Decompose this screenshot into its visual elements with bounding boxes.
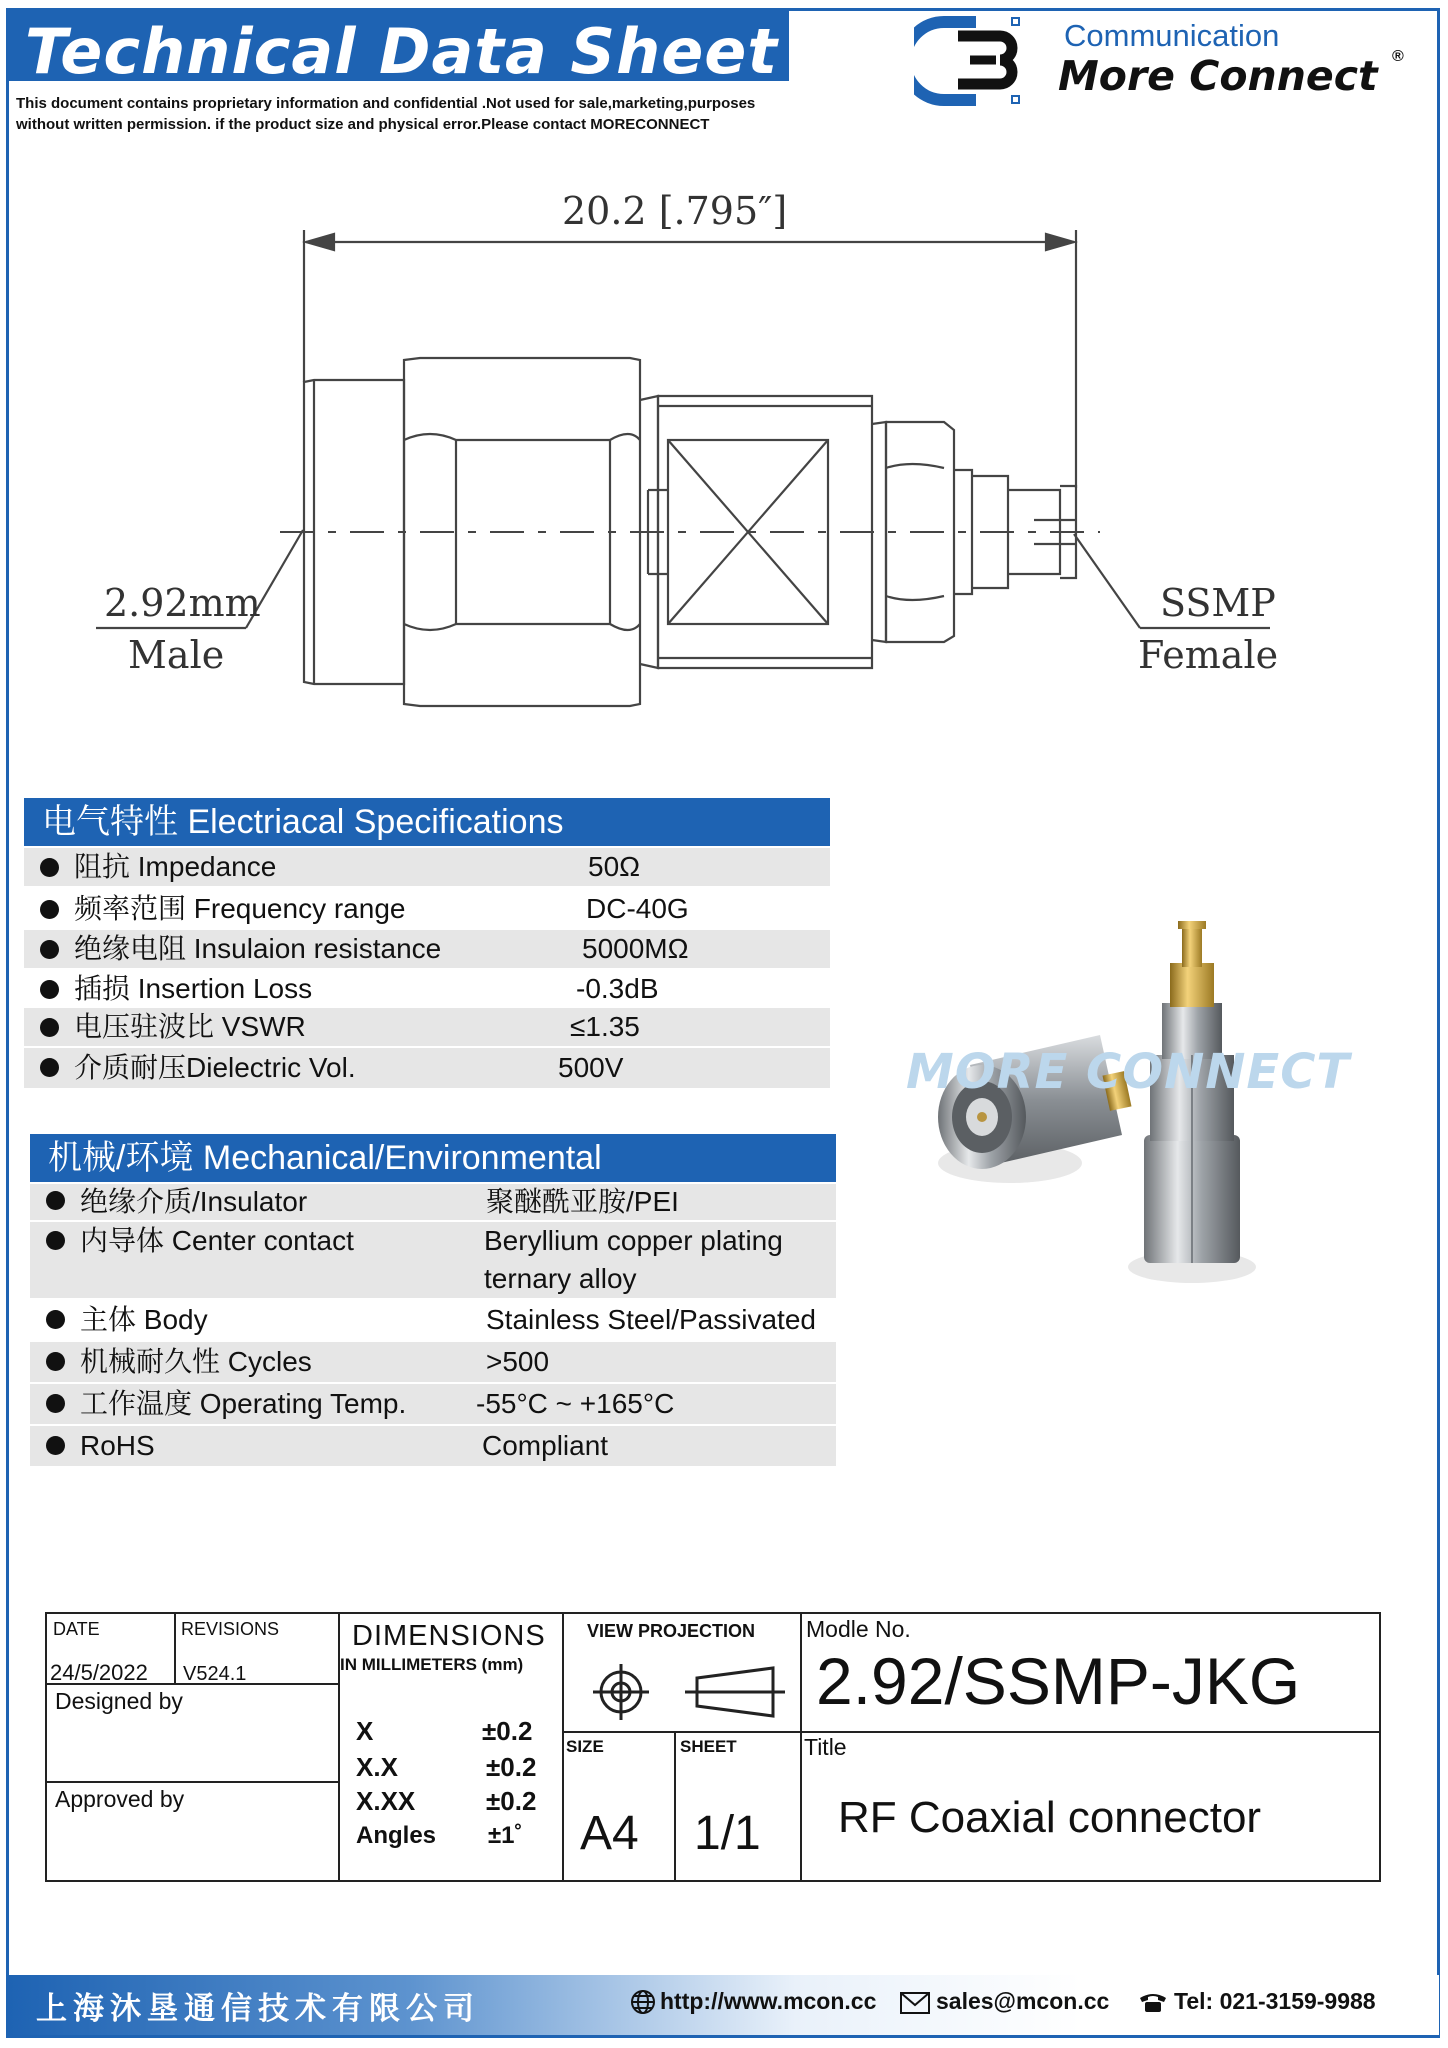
disclaimer-line-1: This document contains proprietary information and confidential .Not used for sale,marketing,purposes [16,95,756,112]
spec-label: 频率范围 Frequency range [74,893,406,924]
spec-label: 电压驻波比 VSWR [74,1011,306,1042]
photo-watermark: MORE CONNECT [906,1044,1351,1100]
bullet-icon [46,1394,65,1413]
left-port-gender-label: Male [128,633,225,677]
spec-row-insertion-loss [24,970,830,1008]
spec-row-frequency [24,890,830,928]
date-value: 24/5/2022 [50,1660,148,1685]
title-field-value: RF Coaxial connector [838,1793,1262,1842]
tolerance-value-xx: ±0.2 [486,1752,537,1782]
spec-value: Beryllium copper plating [484,1225,783,1256]
spec-label: 插损 Insertion Loss [74,973,313,1004]
date-label: DATE [53,1619,100,1639]
size-label: SIZE [566,1737,604,1756]
tolerance-label-xxx: X.XX [356,1786,416,1816]
telephone-icon [1138,1990,1168,2014]
designed-by-label: Designed by [55,1688,183,1714]
right-port-gender-label: Female [1138,633,1279,677]
bullet-icon [46,1352,65,1371]
approved-by-label: Approved by [55,1786,185,1812]
spec-row-body [30,1300,836,1340]
spec-value: 500V [558,1052,624,1083]
left-port-size-label: 2.92mm [104,581,261,625]
spec-label: 绝缘介质/Insulator [80,1186,308,1217]
units-label: IN MILLIMETERS (mm) [340,1655,524,1674]
spec-value: -0.3dB [576,973,659,1004]
mechanical-specs-table [30,1134,836,1470]
view-projection-label: VIEW PROJECTION [587,1621,756,1641]
spec-value: DC-40G [586,893,689,924]
electrical-specs-table [24,798,830,1090]
spec-value: 5000MΩ [582,933,689,964]
spec-row-center-contact [30,1222,836,1298]
title-field-label: Title [804,1734,847,1760]
footer-website-link[interactable]: http://www.mcon.cc [660,1988,877,2014]
spec-value: >500 [486,1346,550,1377]
bullet-icon [40,980,59,999]
spec-label: 阻抗 Impedance [74,851,277,882]
revision-value: V524.1 [183,1663,247,1685]
spec-row-insulator [30,1184,836,1220]
globe-icon [630,1989,656,2015]
spec-row-rohs [30,1426,836,1466]
overall-length-label: 20.2 [.795″] [562,189,788,233]
sheet-value: 1/1 [694,1807,761,1860]
mechanical-specs-header: 机械/环境 Mechanical/Environmental [30,1134,836,1182]
spec-label: 机械耐久性 Cycles [80,1346,312,1377]
bullet-icon [40,900,59,919]
bullet-icon [40,1058,59,1077]
spec-value: -55°C ~ +165°C [476,1388,675,1419]
spec-value: Stainless Steel/Passivated [486,1304,816,1335]
spec-label: RoHS [80,1430,155,1461]
spec-value: 50Ω [588,851,641,882]
electrical-specs-header: 电气特性 Electriacal Specifications [24,798,830,846]
spec-row-vswr [24,1008,830,1046]
envelope-icon [900,1992,930,2014]
spec-row-dielectric [24,1048,830,1088]
tolerance-value-angles: ±1˚ [488,1822,523,1849]
spec-value-line-2: ternary alloy [484,1263,637,1294]
spec-value: 聚醚酰亚胺/PEI [486,1186,679,1217]
logo-brand: More Connect [1058,52,1378,100]
spec-label: 主体 Body [80,1304,208,1335]
projection-symbol-icon [593,1664,785,1720]
bullet-icon [40,940,59,959]
spec-label: 介质耐压Dielectric Vol. [74,1052,356,1083]
right-port-type-label: SSMP [1160,581,1276,625]
spec-label: 工作温度 Operating Temp. [80,1388,407,1419]
disclaimer-line-2: without written permission. if the product size and physical error.Please contact MORECONNECT [16,116,710,133]
sheet-label: SHEET [680,1737,737,1756]
registered-mark: ® [1392,48,1404,65]
page-title: Technical Data Sheet [25,15,778,88]
model-number: 2.92/SSMP-JKG [816,1644,1301,1718]
footer-company-name: 上海沐垦通信技术有限公司 [36,1991,480,2027]
logo-tagline: Communication [1064,18,1280,53]
bullet-icon [40,1018,59,1037]
footer-email-link[interactable]: sales@mcon.cc [936,1988,1110,2014]
spec-row-impedance [24,848,830,886]
product-photo [900,905,1320,1325]
bullet-icon [46,1231,65,1250]
spec-row-cycles [30,1342,836,1382]
model-label: Modle No. [806,1616,911,1642]
spec-value: ≤1.35 [570,1011,640,1042]
spec-value: Compliant [482,1430,609,1461]
revisions-label: REVISIONS [181,1619,280,1639]
bullet-icon [46,1436,65,1455]
spec-label: 内导体 Center contact [80,1225,354,1256]
tolerance-label-x: X [356,1716,374,1746]
bullet-icon [40,858,59,877]
size-value: A4 [580,1807,639,1860]
footer-telephone: Tel: 021-3159-9988 [1174,1988,1376,2014]
bullet-icon [46,1310,65,1329]
tolerance-label-xx: X.X [356,1752,398,1782]
spec-row-operating-temp [30,1384,836,1424]
tolerance-label-angles: Angles [356,1822,437,1849]
spec-row-insulation [24,930,830,968]
bullet-icon [46,1191,65,1210]
tolerance-value-xxx: ±0.2 [486,1786,537,1816]
dimensions-label: DIMENSIONS [352,1620,546,1652]
tolerance-value-x: ±0.2 [482,1716,533,1746]
spec-label: 绝缘电阻 Insulaion resistance [74,933,442,964]
